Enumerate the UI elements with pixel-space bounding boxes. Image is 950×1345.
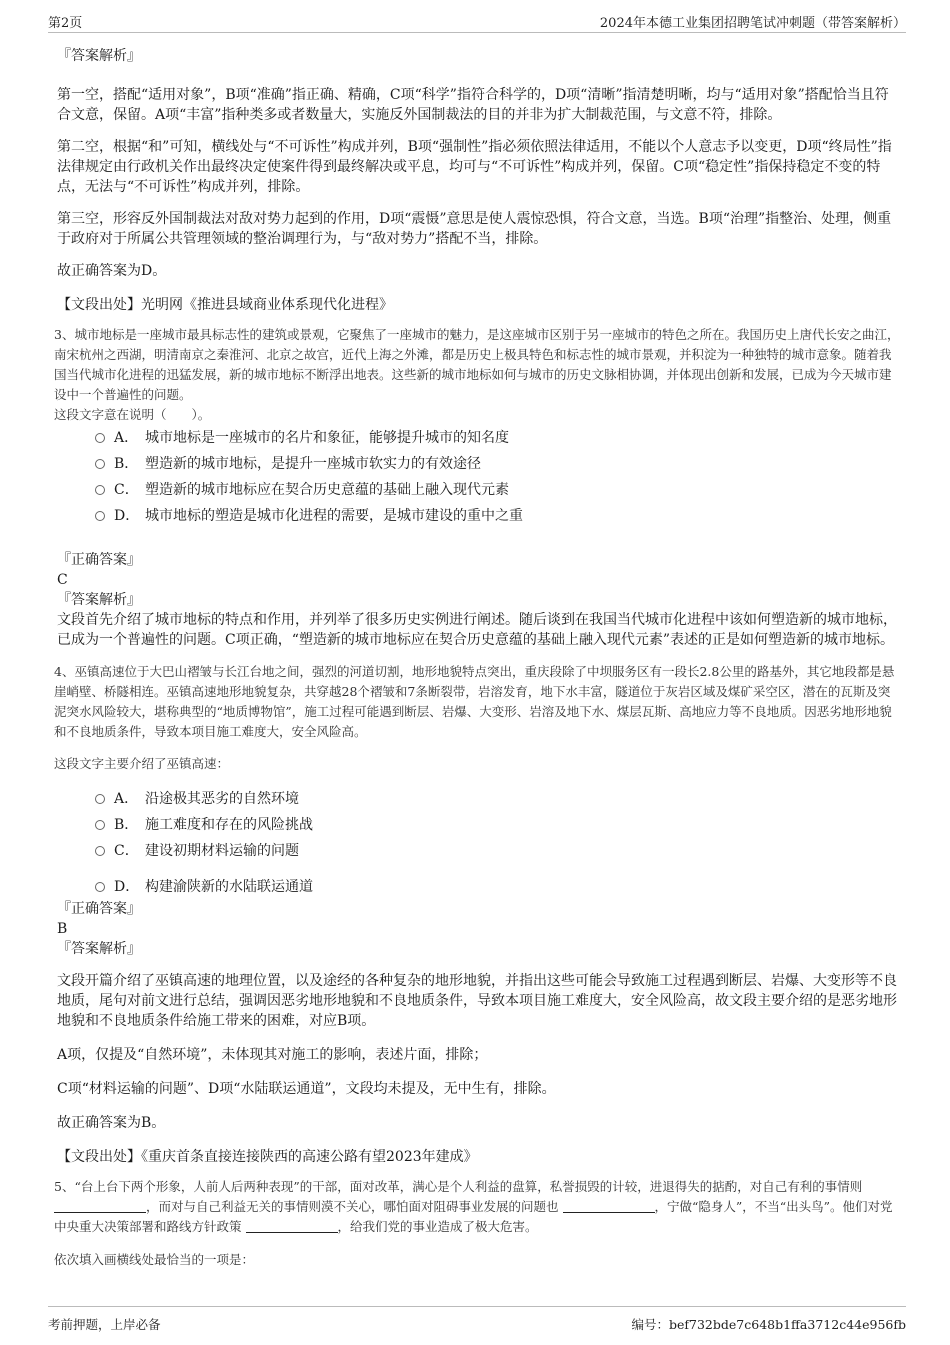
q5-blank-2[interactable] xyxy=(563,1198,655,1213)
q3-stem: 3、城市地标是一座城市最具标志性的建筑或景观，它聚焦了一座城市的魅力，是这座城市区别于另一座城市的特色之所在。我国历史上唐代长安之曲江，南宋杭州之西湖，明清南京之秦淮河、北京之故宫，近代上海之外滩，都是历史上极具特色和标志性的城市景观，并积淀为一种独特的城市意象。随着我国当代城市化进程的迅猛发展，新的城市地标不断浮出地表。这些新的城市地标如何与城市的历史文脉相协调，并体现出创新和发展，已成为今天城市建设中一个普遍性的问题。 xyxy=(54,327,900,402)
q2-analysis-title: 『答案解析』 xyxy=(57,48,141,64)
page-footer xyxy=(48,1306,906,1337)
q3-option-c[interactable]: C． 塑造新的城市地标应在契合历史意蕴的基础上融入现代元素 xyxy=(57,480,900,500)
q4-option-a[interactable]: A． 沿途极其恶劣的自然环境 xyxy=(57,789,900,809)
q3-options xyxy=(57,428,900,526)
q3-option-d[interactable]: D． 城市地标的塑造是城市化进程的需要，是城市建设的重中之重 xyxy=(57,506,900,526)
q3-answer-title: 『正确答案』 xyxy=(57,552,141,568)
page-content xyxy=(54,40,900,1270)
q2-conclusion: 故正确答案为D。 xyxy=(57,263,167,279)
page-number: 第2页 xyxy=(48,16,83,31)
q4-option-b[interactable]: B． 施工难度和存在的风险挑战 xyxy=(57,815,900,835)
radio-icon[interactable] xyxy=(95,459,105,469)
q3-analysis: 文段首先介绍了城市地标的特点和作用，并列举了很多历史实例进行阐述。随后谈到在我国当代城市化进程中该如何塑造新的城市地标，已成为一个普遍性的问题。C项正确，“塑造新的城市地标应在契合历史意蕴的基础上融入现代元素”表述的正是如何塑造新的城市地标。 xyxy=(57,612,897,648)
q3-prompt: 这段文字意在说明（ ）。 xyxy=(54,407,211,422)
footer-serial: 编号：bef732bde7c648b1ffa3712c44e956fb xyxy=(631,1317,906,1332)
q5-blank-3[interactable] xyxy=(246,1218,338,1233)
q4-option-d[interactable]: D． 构建渝陕新的水陆联运通道 xyxy=(57,877,900,897)
q4-options xyxy=(57,789,900,897)
page-header xyxy=(48,10,906,33)
radio-icon[interactable] xyxy=(95,433,105,443)
q3-option-a[interactable]: A． 城市地标是一座城市的名片和象征，能够提升城市的知名度 xyxy=(57,428,900,448)
q2-analysis-p3: 第三空，形容反外国制裁法对敌对势力起到的作用，D项“震慑”意思是使人震惊恐惧，符合文意，当选。B项“治理”指整治、处理，侧重于政府对于所属公共管理领域的整治调理行为，与“敌对势力”搭配不当，排除。 xyxy=(57,211,892,247)
q5-prompt: 依次填入画横线处最恰当的一项是： xyxy=(54,1252,255,1267)
radio-icon[interactable] xyxy=(95,820,105,830)
q2-analysis-p2: 第二空，根据“和”可知，横线处与“不可诉性”构成并列，B项“强制性”指必须依照法律适用，不能以个人意志予以变更，D项“终局性”指法律规定由行政机关作出最终决定使案件得到最终解决或平息，均可与“不可诉性”构成并列，保留。C项“稳定性”指保持稳定不变的特点，无法与“不可诉性”构成并列，排除。 xyxy=(57,139,892,195)
q4-answer-title: 『正确答案』 xyxy=(57,901,141,917)
q4-prompt: 这段文字主要介绍了巫镇高速： xyxy=(54,756,230,771)
q5-stem: 5、“台上台下两个形象，人前人后两种表现”的干部，面对改革，满心是个人利益的盘算，私誉损毁的计较，进退得失的掂酌，对自己有利的事情则 ，而对与自己利益无关的事情则漠不关心，哪怕面对阻碍事业发展的问题也 ，宁做“隐身人”，不当“出头鸟”。他们对党中央重大决策部署和路线方针政策 ，给我们党的事业造成了极大危害。 xyxy=(54,1179,893,1234)
footer-motto: 考前押题，上岸必备 xyxy=(48,1317,161,1332)
q4-answer: B xyxy=(57,921,68,937)
radio-icon[interactable] xyxy=(95,846,105,856)
q3-answer: C xyxy=(57,572,68,588)
radio-icon[interactable] xyxy=(95,794,105,804)
q4-source: 【文段出处】《重庆首条直接连接陕西的高速公路有望2023年建成》 xyxy=(57,1149,478,1165)
q3-analysis-title: 『答案解析』 xyxy=(57,592,141,608)
q4-analysis-title: 『答案解析』 xyxy=(57,941,141,957)
radio-icon[interactable] xyxy=(95,882,105,892)
q4-stem: 4、巫镇高速位于大巴山褶皱与长江台地之间，强烈的河道切割，地形地貌特点突出，重庆段除了中坝服务区有一段长2.8公里的路基外，其它地段都是悬崖峭壁、桥隧相连。巫镇高速地形地貌复杂，共穿越28个褶皱和7条断裂带，岩溶发育，地下水丰富，隧道位于灰岩区域及煤矿采空区，潜在的瓦斯及突泥突水风险较大，堪称典型的“地质博物馆”，施工过程可能遇到断层、岩爆、大变形、岩溶及地下水、煤层瓦斯、高地应力等不良地质。因恶劣地形地貌和不良地质条件，导致本项目施工难度大，安全风险高。 xyxy=(54,664,895,739)
q4-conclusion: 故正确答案为B。 xyxy=(57,1115,166,1131)
radio-icon[interactable] xyxy=(95,511,105,521)
q4-option-c[interactable]: C． 建设初期材料运输的问题 xyxy=(57,841,900,861)
q4-note-a: A项，仅提及“自然环境”，未体现其对施工的影响，表述片面，排除； xyxy=(57,1047,488,1063)
q5-blank-1[interactable] xyxy=(54,1198,146,1213)
q2-analysis-p1: 第一空，搭配“适用对象”，B项“准确”指正确、精确，C项“科学”指符合科学的，D项“清晰”指清楚明晰，均与“适用对象”搭配恰当且符合文意，保留。A项“丰富”指种类多或者数量大，实施反外国制裁法的目的并非为扩大制裁范围，与文意不符，排除。 xyxy=(57,87,889,123)
q4-analysis: 文段开篇介绍了巫镇高速的地理位置，以及途经的各种复杂的地形地貌，并指出这些可能会导致施工过程遇到断层、岩爆、大变形等不良地质，尾句对前文进行总结，强调因恶劣地形地貌和不良地质条件，导致本项目施工难度大，安全风险高，故文段主要介绍的是恶劣地形地貌和不良地质条件给施工带来的困难，对应B项。 xyxy=(57,973,897,1029)
q3-option-b[interactable]: B． 塑造新的城市地标，是提升一座城市软实力的有效途径 xyxy=(57,454,900,474)
radio-icon[interactable] xyxy=(95,485,105,495)
q4-note-cd: C项“材料运输的问题”、D项“水陆联运通道”，文段均未提及，无中生有，排除。 xyxy=(57,1081,556,1097)
q2-source: 【文段出处】光明网《推进县域商业体系现代化进程》 xyxy=(57,297,393,313)
document-title: 2024年本德工业集团招聘笔试冲刺题（带答案解析） xyxy=(599,16,906,31)
